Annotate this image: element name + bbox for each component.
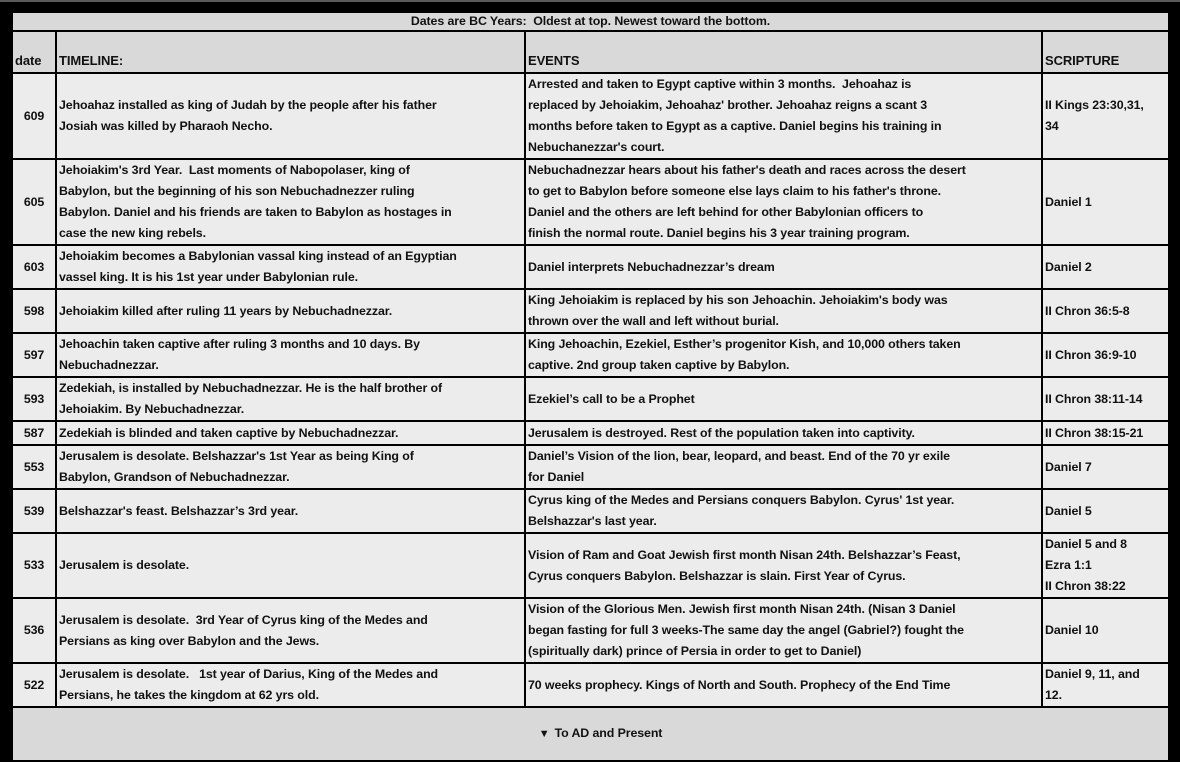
events-cell: Nebuchadnezzar hears about his father's death and races across the desert to get to Babylon before someone else lays claim to his father's throne. Daniel and the others are left behind for other Babylonian officers to finish the normal route. Daniel begins his 3 year training program.: [525, 159, 1042, 245]
footer-link[interactable]: [12, 707, 1169, 761]
scripture-cell: Daniel 5 and 8 Ezra 1:1 II Chron 38:22: [1042, 533, 1169, 598]
column-header-timeline: TIMELINE:: [56, 31, 525, 73]
table-row: [12, 377, 1169, 421]
timeline-cell: Jehoahaz installed as king of Judah by the people after his father Josiah was killed by Pharaoh Necho.: [56, 73, 525, 159]
timeline-cell: Belshazzar's feast. Belshazzar’s 3rd year.: [56, 489, 525, 533]
date-cell: 593: [12, 377, 56, 421]
column-header-scripture: SCRIPTURE: [1042, 31, 1169, 73]
header-row: [12, 31, 1169, 73]
table-row: [12, 489, 1169, 533]
scripture-cell: Daniel 5: [1042, 489, 1169, 533]
column-header-date: date: [12, 31, 56, 73]
events-cell: Vision of the Glorious Men. Jewish first month Nisan 24th. (Nisan 3 Daniel began fasting for full 3 weeks-The same day the angel (Gabriel?) fought the (spiritually dark) prince of Persia in order to get to Daniel): [525, 598, 1042, 663]
events-cell: 70 weeks prophecy. Kings of North and South. Prophecy of the End Time: [525, 663, 1042, 707]
date-cell: 609: [12, 73, 56, 159]
events-cell: Cyrus king of the Medes and Persians conquers Babylon. Cyrus' 1st year. Belshazzar's last year.: [525, 489, 1042, 533]
table-row: [12, 533, 1169, 598]
footer-row: [12, 707, 1169, 761]
scripture-cell: Daniel 10: [1042, 598, 1169, 663]
footer-label: To AD and Present: [554, 726, 663, 740]
table-row: [12, 445, 1169, 489]
timeline-cell: Jehoiakim becomes a Babylonian vassal king instead of an Egyptian vassel king. It is his 1st year under Babylonian rule.: [56, 245, 525, 289]
timeline-cell: Jerusalem is desolate. 3rd Year of Cyrus king of the Medes and Persians as king over Babylon and the Jews.: [56, 598, 525, 663]
events-cell: Daniel interprets Nebuchadnezzar’s dream: [525, 245, 1042, 289]
scripture-cell: Daniel 9, 11, and 12.: [1042, 663, 1169, 707]
date-cell: 539: [12, 489, 56, 533]
events-cell: Arrested and taken to Egypt captive within 3 months. Jehoahaz is replaced by Jehoiakim, Jehoahaz' brother. Jehoahaz reigns a scant 3 months before taken to Egypt as a captive. Daniel begins his training in Nebuchanezzar's court.: [525, 73, 1042, 159]
scripture-cell: II Chron 36:5-8: [1042, 289, 1169, 333]
scripture-cell: II Chron 38:15-21: [1042, 421, 1169, 445]
table-row: [12, 289, 1169, 333]
table-row: [12, 73, 1169, 159]
events-cell: King Jehoachin, Ezekiel, Esther’s progenitor Kish, and 10,000 others taken captive. 2nd group taken captive by Babylon.: [525, 333, 1042, 377]
date-cell: 605: [12, 159, 56, 245]
events-cell: Ezekiel’s call to be a Prophet: [525, 377, 1042, 421]
events-cell: Jerusalem is destroyed. Rest of the population taken into captivity.: [525, 421, 1042, 445]
table-row: [12, 421, 1169, 445]
date-cell: 587: [12, 421, 56, 445]
events-cell: Vision of Ram and Goat Jewish first month Nisan 24th. Belshazzar’s Feast, Cyrus conquers Babylon. Belshazzar is slain. First Year of Cyrus.: [525, 533, 1042, 598]
date-cell: 522: [12, 663, 56, 707]
timeline-cell: Jerusalem is desolate.: [56, 533, 525, 598]
table-row: [12, 333, 1169, 377]
table-row: [12, 159, 1169, 245]
date-cell: 603: [12, 245, 56, 289]
timeline-cell: Zedekiah is blinded and taken captive by Nebuchadnezzar.: [56, 421, 525, 445]
scripture-cell: Daniel 7: [1042, 445, 1169, 489]
timeline-cell: Jehoachin taken captive after ruling 3 months and 10 days. By Nebuchadnezzar.: [56, 333, 525, 377]
table-title: Dates are BC Years: Oldest at top. Newest toward the bottom.: [12, 12, 1169, 31]
date-cell: 598: [12, 289, 56, 333]
scripture-cell: II Chron 38:11-14: [1042, 377, 1169, 421]
table-row: [12, 663, 1169, 707]
scripture-cell: II Chron 36:9-10: [1042, 333, 1169, 377]
timeline-cell: Jerusalem is desolate. Belshazzar's 1st Year as being King of Babylon, Grandson of Nebuchadnezzar.: [56, 445, 525, 489]
events-cell: King Jehoiakim is replaced by his son Jehoachin. Jehoiakim's body was thrown over the wall and left without burial.: [525, 289, 1042, 333]
scripture-cell: II Kings 23:30,31, 34: [1042, 73, 1169, 159]
date-cell: 533: [12, 533, 56, 598]
date-cell: 597: [12, 333, 56, 377]
timeline-cell: Zedekiah, is installed by Nebuchadnezzar. He is the half brother of Jehoiakim. By Nebuchadnezzar.: [56, 377, 525, 421]
events-cell: Daniel’s Vision of the lion, bear, leopard, and beast. End of the 70 yr exile for Daniel: [525, 445, 1042, 489]
scripture-cell: Daniel 2: [1042, 245, 1169, 289]
column-header-events: EVENTS: [525, 31, 1042, 73]
timeline-cell: Jehoiakim killed after ruling 11 years by Nebuchadnezzar.: [56, 289, 525, 333]
table-row: [12, 245, 1169, 289]
timeline-table: [11, 11, 1170, 762]
triangle-down-icon: ▼: [538, 728, 550, 740]
scripture-cell: Daniel 1: [1042, 159, 1169, 245]
table-row: [12, 598, 1169, 663]
timeline-cell: Jehoiakim's 3rd Year. Last moments of Nabopolaser, king of Babylon, but the beginning of his son Nebuchadnezzer ruling Babylon. Daniel and his friends are taken to Babylon as hostages in case the new king rebels.: [56, 159, 525, 245]
date-cell: 536: [12, 598, 56, 663]
title-row: [12, 12, 1169, 31]
timeline-cell: Jerusalem is desolate. 1st year of Darius, King of the Medes and Persians, he takes the kingdom at 62 yrs old.: [56, 663, 525, 707]
window-top-edge: [0, 0, 1180, 2]
date-cell: 553: [12, 445, 56, 489]
